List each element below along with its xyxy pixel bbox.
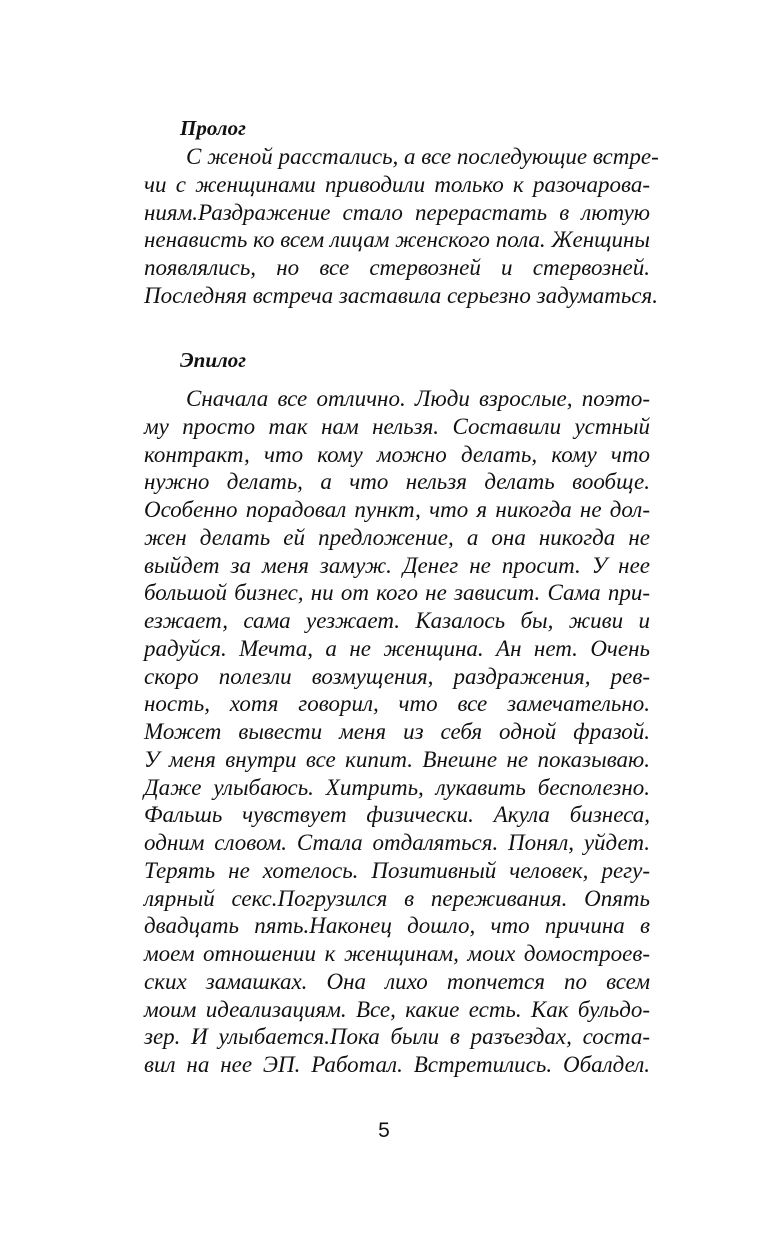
text-line: появлялись, но все стервозней и стервозней.	[144, 255, 650, 280]
text-line: ских замашках. Она лихо топчется по всем	[144, 968, 650, 994]
text-line: чи с женщинами приводили только к разочарова-	[144, 171, 650, 197]
prologue-heading: Пролог	[180, 116, 246, 140]
text-line: скоро полезли возмущения, раздражения, рев-	[144, 663, 650, 689]
text-line: Даже улыбаюсь. Хитрить, лукавить бесполезно.	[144, 774, 650, 800]
text-line: моим идеализациям. Все, какие есть. Как бульдо-	[144, 996, 650, 1022]
text-line: Фальшь чувствует физически. Акула бизнеса,	[144, 802, 650, 828]
text-line: С женой расстались, а все последующие встре-	[186, 144, 659, 169]
epilogue-paragraph	[144, 385, 650, 1079]
text-line: жен делать ей предложение, а она никогда не	[144, 524, 650, 550]
text-line: зер. И улыбается.Пока были в разъездах, соста-	[144, 1024, 650, 1050]
text-line: большой бизнес, ни от кого не зависит. Сама при-	[144, 580, 650, 606]
page-number: 5	[378, 1119, 390, 1142]
text-line: нужно делать, а что нельзя делать вообще.	[144, 469, 650, 495]
text-line: моем отношении к женщинам, моих домостроев-	[144, 941, 650, 966]
text-line: У меня внутри все кипит. Внешне не показываю.	[144, 746, 650, 772]
text-line: Последняя встреча заставила серьезно задуматься.	[144, 282, 658, 308]
text-line: радуйся. Мечта, а не женщина. Ан нет. Очень	[144, 635, 650, 661]
text-line: Может вывести меня из себя одной фразой.	[144, 719, 650, 744]
epilogue-heading: Эпилог	[180, 348, 247, 372]
text-line: ность, хотя говорил, что все замечательно.	[144, 691, 650, 717]
text-line: лярный секс.Погрузился в переживания. Опять	[144, 885, 650, 911]
text-line: одним словом. Стала отдаляться. Понял, уйдет.	[144, 830, 650, 855]
prologue-paragraph	[144, 143, 659, 310]
text-line: ненависть ко всем лицам женского пола. Женщины	[144, 227, 650, 253]
text-line: му просто так нам нельзя. Составили устный	[144, 413, 650, 439]
text-line: выйдет за меня замуж. Денег не просит. У нее	[144, 552, 650, 578]
text-line: езжает, сама уезжает. Казалось бы, живи и	[144, 608, 650, 633]
text-line: Терять не хотелось. Позитивный человек, регу-	[144, 857, 650, 883]
text-line: ниям.Раздражение стало перерастать в лютую	[144, 199, 650, 225]
text-line: Сначала все отлично. Люди взрослые, поэто-	[186, 386, 650, 411]
text-line: вил на нее ЭП. Работал. Встретились. Обалдел.	[144, 1052, 650, 1077]
text-line: Особенно порадовал пункт, что я никогда не дол-	[144, 497, 650, 522]
text-line: контракт, что кому можно делать, кому что	[144, 441, 650, 467]
text-line: двадцать пять.Наконец дошло, что причина в	[144, 913, 650, 939]
